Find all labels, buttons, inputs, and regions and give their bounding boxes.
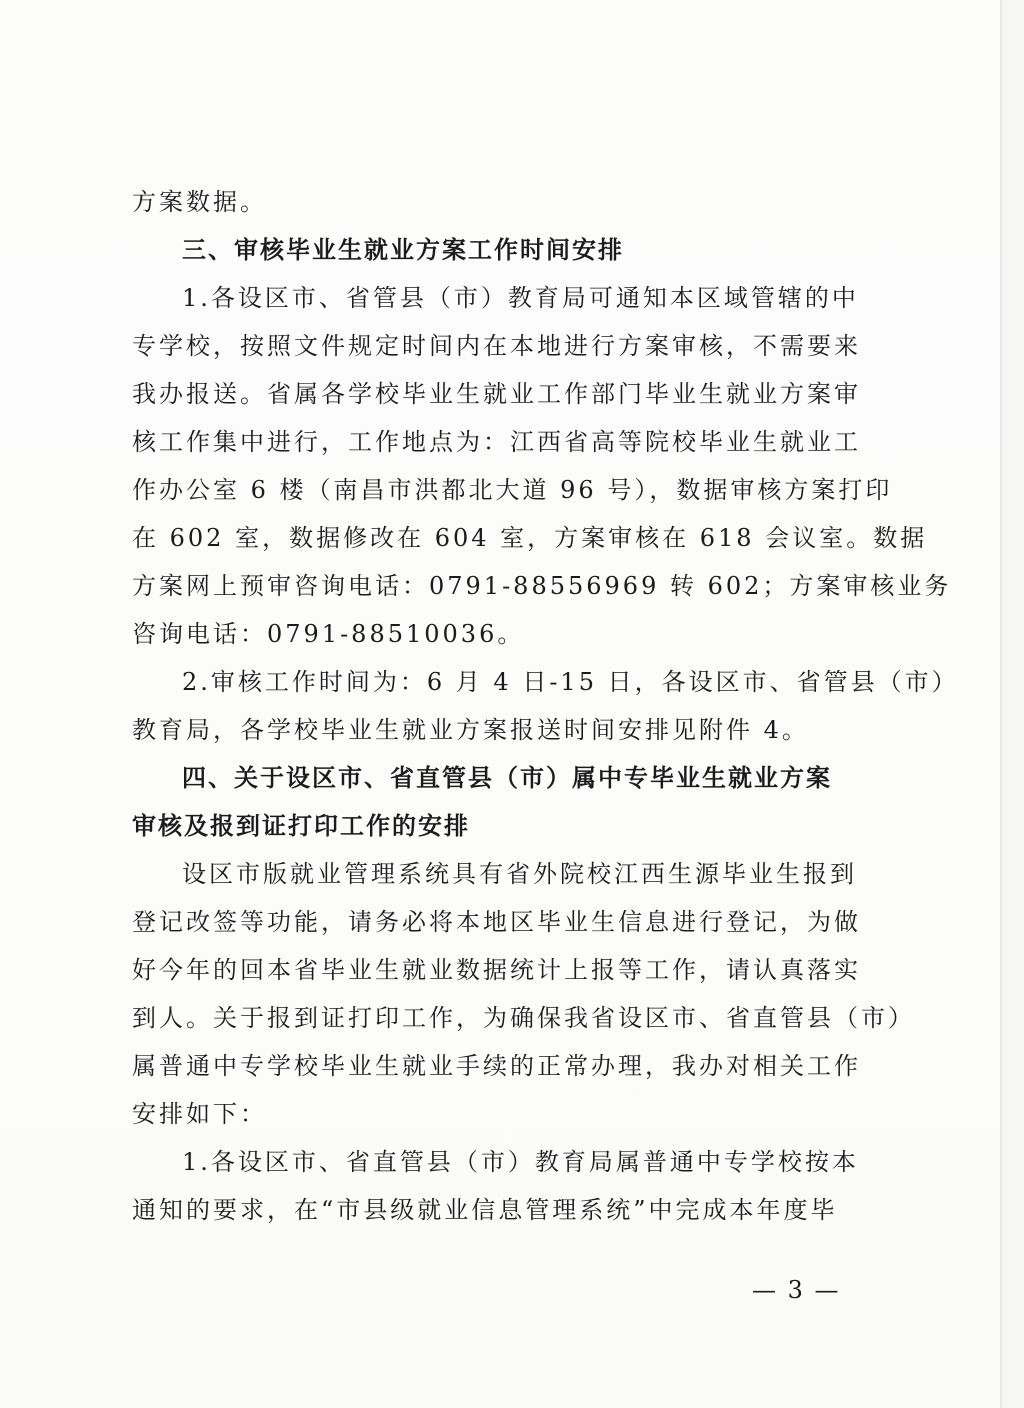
text-line: 到人。关于报到证打印工作，为确保我省设区市、省直管县（市） [132, 1004, 915, 1032]
text-line: 通知的要求，在“市县级就业信息管理系统”中完成本年度毕 [132, 1196, 838, 1224]
text-line: 安排如下： [132, 1100, 267, 1128]
section-heading: 三、审核毕业生就业方案工作时间安排 [182, 236, 624, 264]
text-line: 方案数据。 [132, 188, 267, 216]
text-line: 属普通中专学校毕业生就业手续的正常办理，我办对相关工作 [132, 1052, 861, 1080]
section-heading-continued: 审核及报到证打印工作的安排 [132, 812, 470, 840]
text-line: 核工作集中进行，工作地点为：江西省高等院校毕业生就业工 [132, 428, 861, 456]
text-line: 专学校，按照文件规定时间内在本地进行方案审核，不需要来 [132, 332, 861, 360]
text-line: 教育局，各学校毕业生就业方案报送时间安排见附件 4。 [132, 716, 809, 744]
text-line: 咨询电话：0791-88510036。 [132, 620, 525, 648]
page-edge [1000, 0, 1002, 1408]
text-line: 在 602 室，数据修改在 604 室，方案审核在 618 会议室。数据 [132, 524, 928, 552]
paragraph-start: 1.各设区市、省直管县（市）教育局属普通中专学校按本 [182, 1148, 859, 1176]
text-line: 好今年的回本省毕业生就业数据统计上报等工作，请认真落实 [132, 956, 861, 984]
paragraph-start: 设区市版就业管理系统具有省外院校江西生源毕业生报到 [182, 860, 857, 888]
text-line: 作办公室 6 楼（南昌市洪都北大道 96 号），数据审核方案打印 [132, 476, 893, 504]
page-margin-strip [1002, 0, 1024, 1408]
page-number: — 3 — [752, 1276, 841, 1304]
text-line: 我办报送。省属各学校毕业生就业工作部门毕业生就业方案审 [132, 380, 861, 408]
section-heading: 四、关于设区市、省直管县（市）属中专毕业生就业方案 [182, 764, 832, 792]
paragraph-start: 1.各设区市、省管县（市）教育局可通知本区域管辖的中 [182, 284, 859, 312]
text-line: 方案网上预审咨询电话：0791-88556969 转 602；方案审核业务 [132, 572, 952, 600]
paragraph-start: 2.审核工作时间为：6 月 4 日-15 日，各设区市、省管县（市） [182, 668, 959, 696]
document-body [132, 178, 959, 1234]
text-line: 登记改签等功能，请务必将本地区毕业生信息进行登记，为做 [132, 908, 861, 936]
